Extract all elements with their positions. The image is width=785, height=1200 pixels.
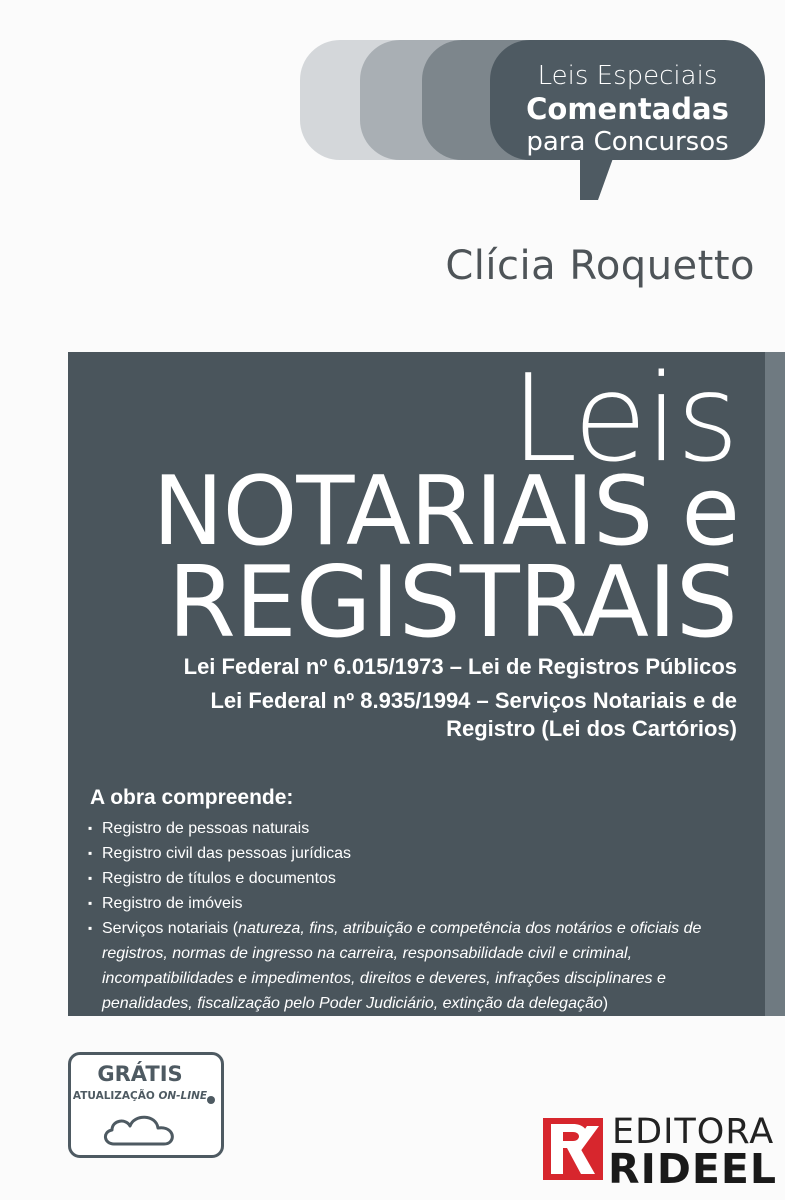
list-item-lead: Serviços notariais ( <box>102 920 239 937</box>
cloud-icon <box>100 1110 186 1150</box>
contents-heading: A obra compreende: <box>90 786 294 809</box>
publisher-line-1: EDITORA <box>612 1112 775 1152</box>
panel-edge-stripe <box>765 352 785 1016</box>
badge-subtitle-a: ATUALIZAÇÃO <box>72 1090 159 1102</box>
list-item: ▪ Registro de imóveis <box>88 891 728 916</box>
list-item: ▪ Registro de pessoas naturais <box>88 816 728 841</box>
badge-subtitle <box>70 1090 210 1102</box>
badge-title: GRÁTIS <box>97 1062 183 1086</box>
law-line-1: Lei Federal nº 6.015/1973 – Lei de Registros Públicos <box>183 654 737 679</box>
list-item-tail: ) <box>602 995 609 1012</box>
author-name: Clícia Roquetto <box>445 243 755 289</box>
rideel-logo-icon <box>543 1118 603 1180</box>
title-line-3: REGISTRAIS <box>167 546 737 660</box>
title-line-1: Leis <box>510 350 737 489</box>
series-line-3: para Concursos <box>526 127 729 157</box>
badge-subtitle-b: ON-LINE <box>158 1090 208 1102</box>
law-line-2: Lei Federal nº 8.935/1994 – Serviços Notariais e de <box>210 688 737 713</box>
title-line-2: NOTARIAIS e <box>152 457 739 567</box>
list-item <box>88 916 728 1016</box>
list-item-detail: natureza, fins, atribuição e competência dos notários e oficiais de registros, normas de ingresso na carreira, responsabilidade civil e criminal, incompatibilidades e impedimentos, direitos e deveres, infrações disciplinares e penalidades, fiscalização pelo Poder Judiciário, extinção da delegação <box>102 920 702 1012</box>
law-line-2-cont: Registro (Lei dos Cartórios) <box>446 716 737 741</box>
series-line-1: Leis Especiais <box>537 61 718 91</box>
list-item: ▪ Registro civil das pessoas jurídicas <box>88 841 728 866</box>
list-item: ▪ Registro de títulos e documentos <box>88 866 728 891</box>
series-label <box>500 60 755 158</box>
publisher-line-2: RIDEEL <box>608 1145 777 1193</box>
series-line-2: Comentadas <box>526 92 729 126</box>
contents-list <box>88 816 728 1016</box>
